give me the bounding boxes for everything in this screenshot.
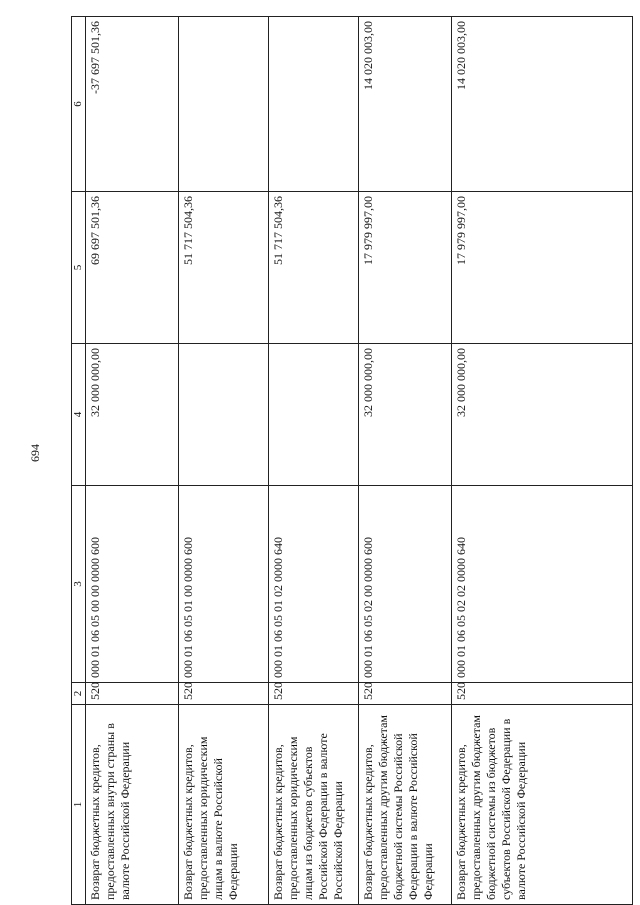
- row-kbk-cell: 000 01 06 05 01 02 0000 640: [269, 486, 359, 683]
- row-col6-cell: 14 020 003,00: [452, 17, 633, 192]
- row-col5-cell: 17 979 997,00: [359, 192, 452, 344]
- row-code-cell: 520: [269, 683, 359, 705]
- table-row: [269, 17, 359, 905]
- row-kbk-cell: 000 01 06 05 01 00 0000 600: [179, 486, 269, 683]
- row-col4-cell: 32 000 000,00: [452, 344, 633, 486]
- rotated-table-frame: [71, 17, 632, 905]
- row-code-cell: 520: [452, 683, 633, 705]
- row-code-cell: 520: [359, 683, 452, 705]
- row-kbk-cell: 000 01 06 05 00 00 0000 600: [86, 486, 179, 683]
- row-col6-cell: [179, 17, 269, 192]
- table-row: [359, 17, 452, 905]
- column-header-4: 4: [72, 344, 86, 486]
- row-col5-cell: 51 717 504,36: [179, 192, 269, 344]
- row-col5-cell: 17 979 997,00: [452, 192, 633, 344]
- row-col4-cell: 32 000 000,00: [86, 344, 179, 486]
- table-row: [86, 17, 179, 905]
- table-container: [71, 17, 632, 905]
- row-name-cell: Возврат бюджетных кредитов, предоставленных юридическим лицам из бюджетов субъектов Российской Федерации в валюте Российской Федерации: [269, 705, 359, 905]
- row-name-cell: Возврат бюджетных кредитов, предоставленных другим бюджетам бюджетной системы из бюджетов субъектов Российской Федерации в валюте Российской Федерации: [452, 705, 633, 905]
- column-header-3: 3: [72, 486, 86, 683]
- row-name-cell: Возврат бюджетных кредитов, предоставленных другим бюджетам бюджетной системы Российской Федерации в валюте Российской Федерации: [359, 705, 452, 905]
- table-row: [179, 17, 269, 905]
- row-kbk-cell: 000 01 06 05 02 00 0000 600: [359, 486, 452, 683]
- table-row: [452, 17, 633, 905]
- column-header-2: 2: [72, 683, 86, 705]
- row-col4-cell: 32 000 000,00: [359, 344, 452, 486]
- column-header-5: 5: [72, 192, 86, 344]
- column-header-1: 1: [72, 705, 86, 905]
- budget-table: [71, 16, 633, 905]
- row-col4-cell: [179, 344, 269, 486]
- row-col4-cell: [269, 344, 359, 486]
- page-number: 694: [28, 444, 42, 462]
- row-col5-cell: 69 697 501,36: [86, 192, 179, 344]
- row-kbk-cell: 000 01 06 05 02 02 0000 640: [452, 486, 633, 683]
- header-row: [72, 17, 86, 905]
- column-header-6: 6: [72, 17, 86, 192]
- row-col5-cell: 51 717 504,36: [269, 192, 359, 344]
- row-name-cell: Возврат бюджетных кредитов, предоставленных юридическим лицам в валюте Российской Федерации: [179, 705, 269, 905]
- row-code-cell: 520: [86, 683, 179, 705]
- row-col6-cell: 14 020 003,00: [359, 17, 452, 192]
- row-name-cell: Возврат бюджетных кредитов, предоставленных внутри страны в валюте Российской Федерации: [86, 705, 179, 905]
- row-col6-cell: -37 697 501,36: [86, 17, 179, 192]
- row-col6-cell: [269, 17, 359, 192]
- row-code-cell: 520: [179, 683, 269, 705]
